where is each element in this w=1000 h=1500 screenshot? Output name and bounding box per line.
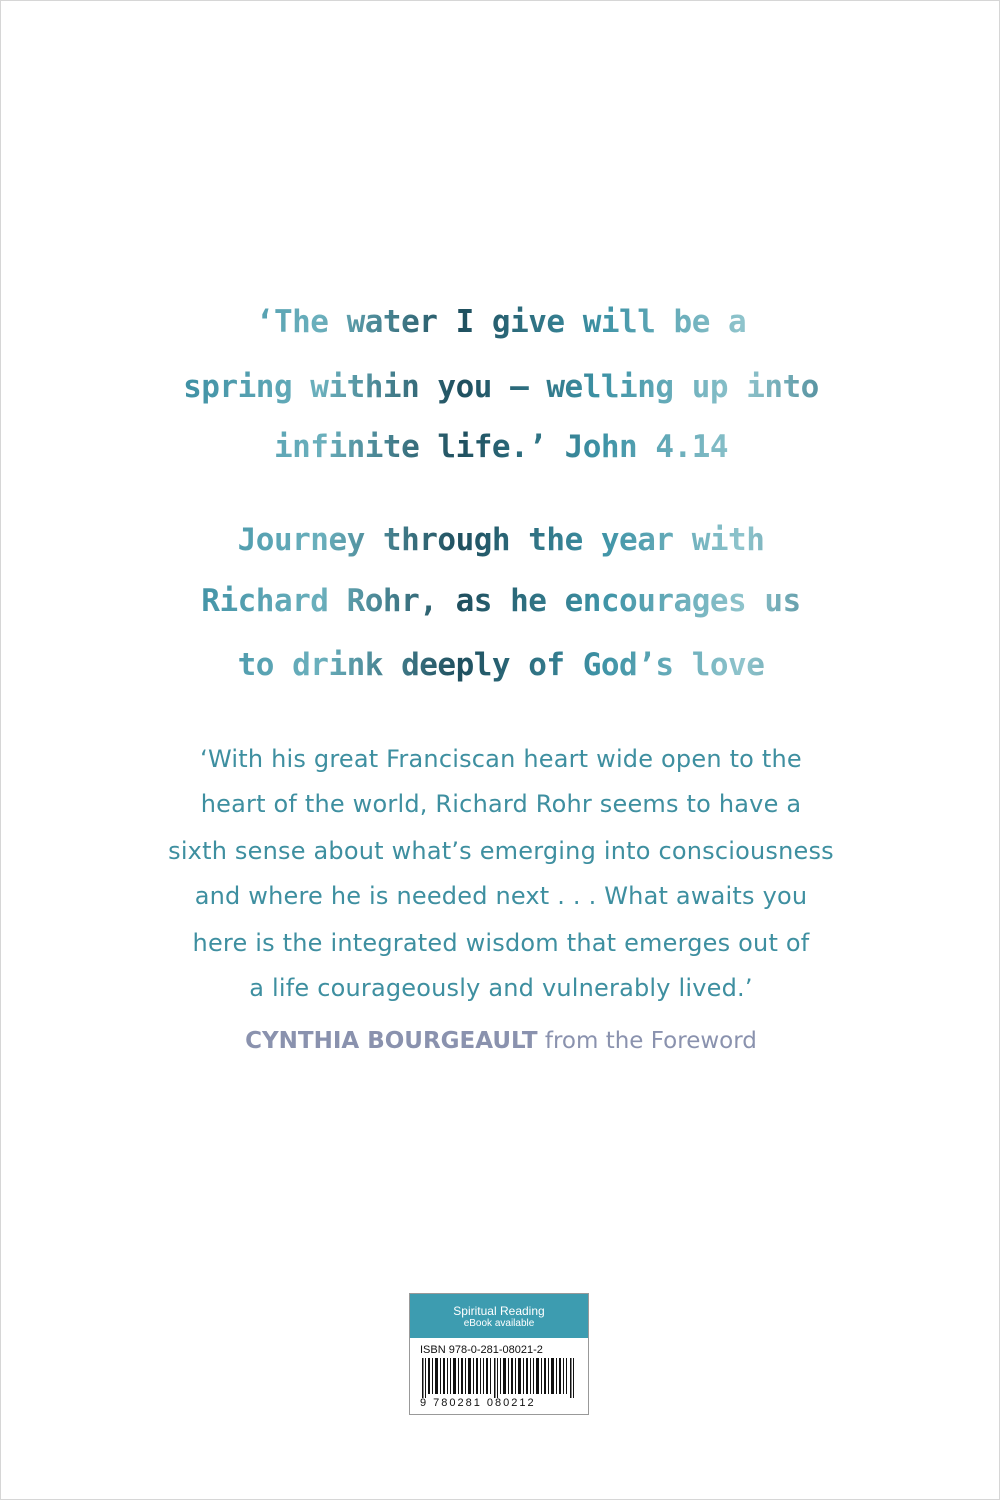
tagline-line-3: to drink deeply of God’s love xyxy=(1,643,1000,687)
endorsement-line-5: here is the integrated wisdom that emerges out of xyxy=(192,929,810,957)
endorsement-line-6: a life courageously and vulnerably lived.’ xyxy=(249,974,753,1002)
isbn-text: ISBN 978-0-281-08021-2 xyxy=(420,1344,543,1356)
endorsement-author: CYNTHIA BOURGEAULT xyxy=(245,1028,538,1054)
endorsement-line-2: heart of the world, Richard Rohr seems to have a xyxy=(200,790,802,818)
isbn-label xyxy=(409,1293,589,1415)
barcode-digits: 9 780281 080212 xyxy=(420,1397,536,1409)
category-label: Spiritual Reading xyxy=(453,1304,545,1318)
tagline-line-1: Journey through the year with xyxy=(1,518,1000,562)
endorsement-line-4: and where he is needed next . . . What awaits you xyxy=(194,882,808,910)
ebook-note: eBook available xyxy=(463,1318,535,1329)
endorsement-attribution xyxy=(1,1023,1000,1059)
endorsement-line-3: sixth sense about what’s emerging into consciousness xyxy=(168,837,834,865)
category-band xyxy=(410,1294,588,1338)
endorsement-source: from the Foreword xyxy=(544,1028,757,1054)
scripture-quote-line-3: infinite life.’ John 4.14 xyxy=(1,425,1000,469)
scripture-quote-line-1: ‘The water I give will be a xyxy=(1,300,1000,344)
barcode-icon xyxy=(420,1358,578,1398)
endorsement-line-1: ‘With his great Franciscan heart wide open to the xyxy=(200,745,802,773)
scripture-quote-line-2: spring within you – welling up into xyxy=(1,365,1000,409)
tagline-line-2: Richard Rohr, as he encourages us xyxy=(1,579,1000,623)
